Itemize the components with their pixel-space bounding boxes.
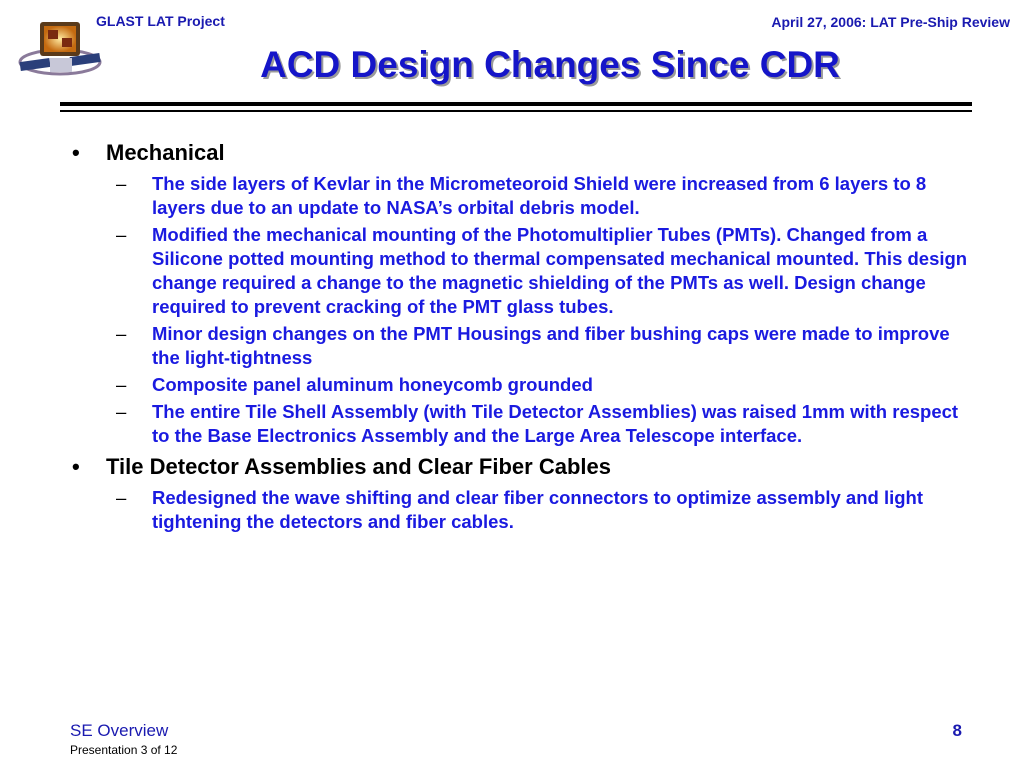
list-item — [72, 400, 972, 448]
list-item — [72, 373, 972, 397]
page-number: 8 — [952, 721, 962, 740]
sub-list — [72, 486, 972, 534]
list-item-text: Minor design changes on the PMT Housings and fiber bushing caps were made to improve the light-tightness — [152, 323, 950, 368]
footer-section: SE Overview — [70, 721, 169, 740]
list-item — [72, 322, 972, 370]
dash-icon: – — [116, 323, 127, 344]
section-heading — [72, 140, 972, 166]
dash-icon: – — [116, 173, 127, 194]
list-item — [72, 486, 972, 534]
bullet-icon: • — [72, 454, 80, 479]
slide-content — [72, 140, 972, 540]
footer-presentation: Presentation 3 of 12 — [70, 743, 178, 757]
dash-icon: – — [116, 401, 127, 422]
title-divider-thick — [60, 102, 972, 106]
project-name: GLAST LAT Project — [96, 13, 225, 29]
review-date: April 27, 2006: LAT Pre-Ship Review — [771, 14, 1010, 30]
list-item-text: Redesigned the wave shifting and clear fiber connectors to optimize assembly and light tightening the detectors and fiber cables. — [152, 487, 923, 532]
list-item-text: The entire Tile Shell Assembly (with Tile Detector Assemblies) was raised 1mm with respect to the Base Electronics Assembly and the Large Area Telescope interface. — [152, 401, 959, 446]
section-heading — [72, 454, 972, 480]
title-divider-thin — [60, 110, 972, 112]
dash-icon: – — [116, 487, 127, 508]
page-title: ACD Design Changes Since CDR — [260, 44, 840, 85]
dash-icon: – — [116, 374, 127, 395]
section-heading-label: Mechanical — [106, 140, 225, 165]
list-item-text: The side layers of Kevlar in the Micrometeoroid Shield were increased from 6 layers to 8 layers due to an update to NASA’s orbital debris model. — [152, 173, 927, 218]
bullet-icon: • — [72, 140, 80, 165]
list-item — [72, 172, 972, 220]
list-item — [72, 223, 972, 319]
section-heading-label: Tile Detector Assemblies and Clear Fiber Cables — [106, 454, 611, 479]
dash-icon: – — [116, 224, 127, 245]
sub-list — [72, 172, 972, 448]
list-item-text: Modified the mechanical mounting of the Photomultiplier Tubes (PMTs). Changed from a Silicone potted mounting method to thermal compensated mechanical mounted. This design change required a change to the magnetic shielding of the PMTs as well. Design change required to prevent cracking of the PMT glass tubes. — [152, 224, 968, 317]
list-item-text: Composite panel aluminum honeycomb grounded — [152, 374, 593, 395]
